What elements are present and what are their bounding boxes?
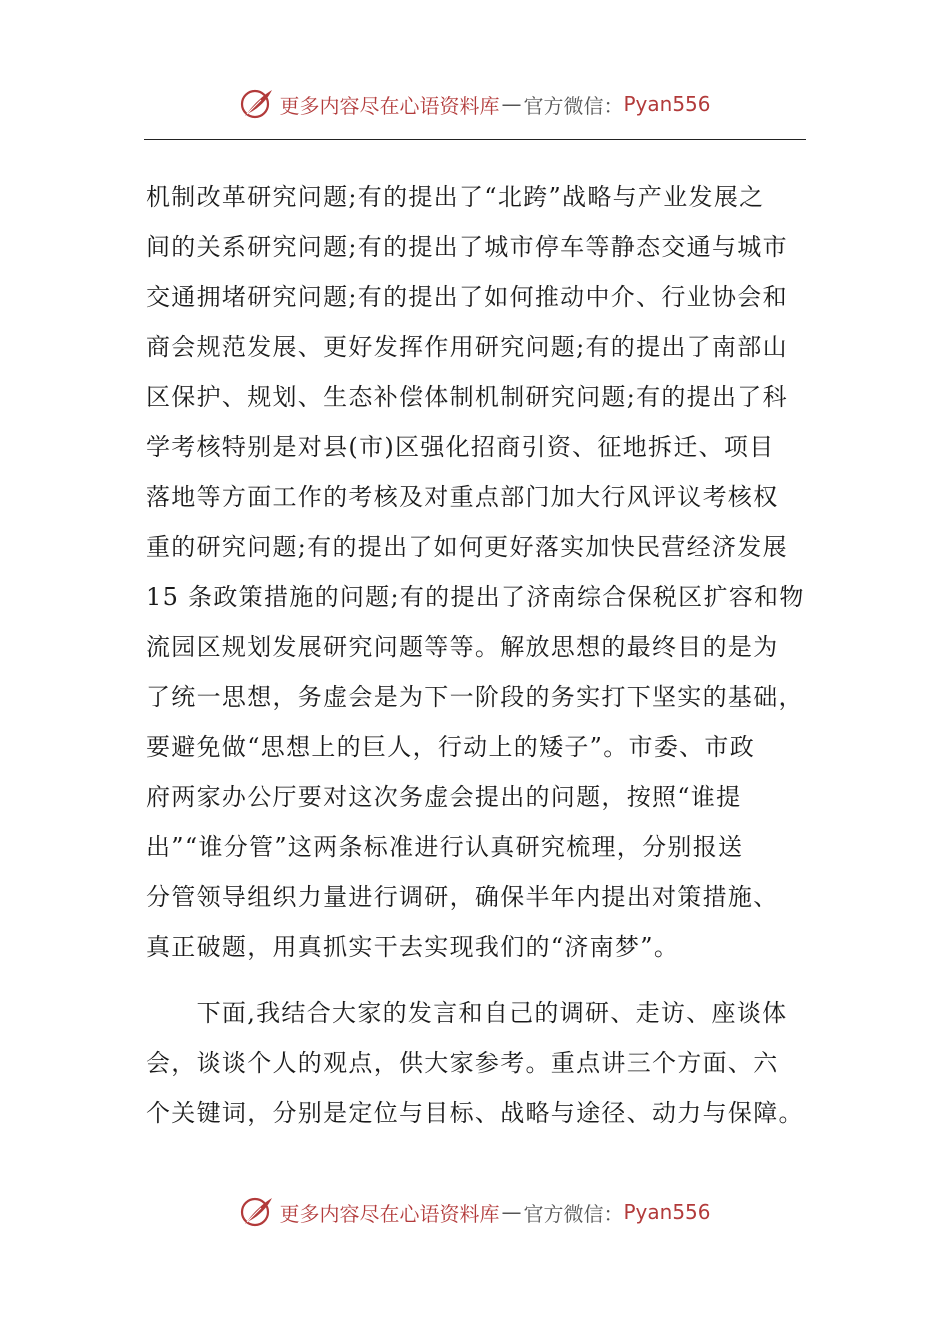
text-line: 真正破题，用真抓实干去实现我们的“济南梦”。	[146, 933, 680, 961]
text-line: 分管领导组织力量进行调研，确保半年内提出对策措施、	[146, 883, 779, 911]
header-separator: —	[501, 92, 522, 116]
text-line: 15 条政策措施的问题;有的提出了济南综合保税区扩容和物	[146, 583, 805, 611]
text-line: 学考核特别是对县(市)区强化招商引资、征地拆迁、项目	[146, 433, 775, 461]
document-body	[146, 172, 808, 1138]
quill-logo-icon	[239, 1194, 275, 1230]
text-line: 重的研究问题;有的提出了如何更好落实加快民营经济发展	[146, 533, 788, 561]
text-line: 下面,我结合大家的发言和自己的调研、走访、座谈体	[146, 999, 788, 1027]
text-line: 交通拥堵研究问题;有的提出了如何推动中介、行业协会和	[146, 283, 788, 311]
footer-separator: —	[501, 1200, 522, 1224]
text-line: 了统一思想，务虚会是为下一阶段的务实打下坚实的基础，	[146, 683, 804, 711]
text-line: 府两家办公厅要对这次务虚会提出的问题，按照“谁提	[146, 783, 742, 811]
paragraph-gap	[146, 972, 808, 988]
text-line: 区保护、规划、生态补偿体制机制研究问题;有的提出了科	[146, 383, 788, 411]
text-line: 出”“谁分管”这两条标准进行认真研究梳理，分别报送	[146, 833, 744, 861]
footer-wechat-label: 官方微信：	[523, 1201, 624, 1226]
footer-wechat-id: Pyan556	[623, 1200, 711, 1224]
text-line: 商会规范发展、更好发挥作用研究问题;有的提出了南部山	[146, 333, 788, 361]
header-divider	[144, 139, 806, 140]
header-wechat-id: Pyan556	[623, 92, 711, 116]
header-brand	[0, 84, 950, 124]
text-line: 个关键词，分别是定位与目标、战略与途径、动力与保障。	[146, 1099, 804, 1127]
quill-logo-icon	[239, 86, 275, 122]
footer-brand-text: 更多内容尽在心语资料库	[279, 1201, 500, 1226]
text-line: 机制改革研究问题;有的提出了“北跨”战略与产业发展之	[146, 183, 765, 211]
text-line: 会，谈谈个人的观点，供大家参考。重点讲三个方面、六	[146, 1049, 779, 1077]
footer-brand	[0, 1192, 950, 1232]
text-line: 间的关系研究问题;有的提出了城市停车等静态交通与城市	[146, 233, 788, 261]
header-wechat-label: 官方微信：	[523, 93, 624, 118]
header-brand-text: 更多内容尽在心语资料库	[279, 93, 500, 118]
text-line: 落地等方面工作的考核及对重点部门加大行风评议考核权	[146, 483, 779, 511]
text-line: 流园区规划发展研究问题等等。解放思想的最终目的是为	[146, 633, 779, 661]
text-line: 要避免做“思想上的巨人，行动上的矮子”。市委、市政	[146, 733, 756, 761]
